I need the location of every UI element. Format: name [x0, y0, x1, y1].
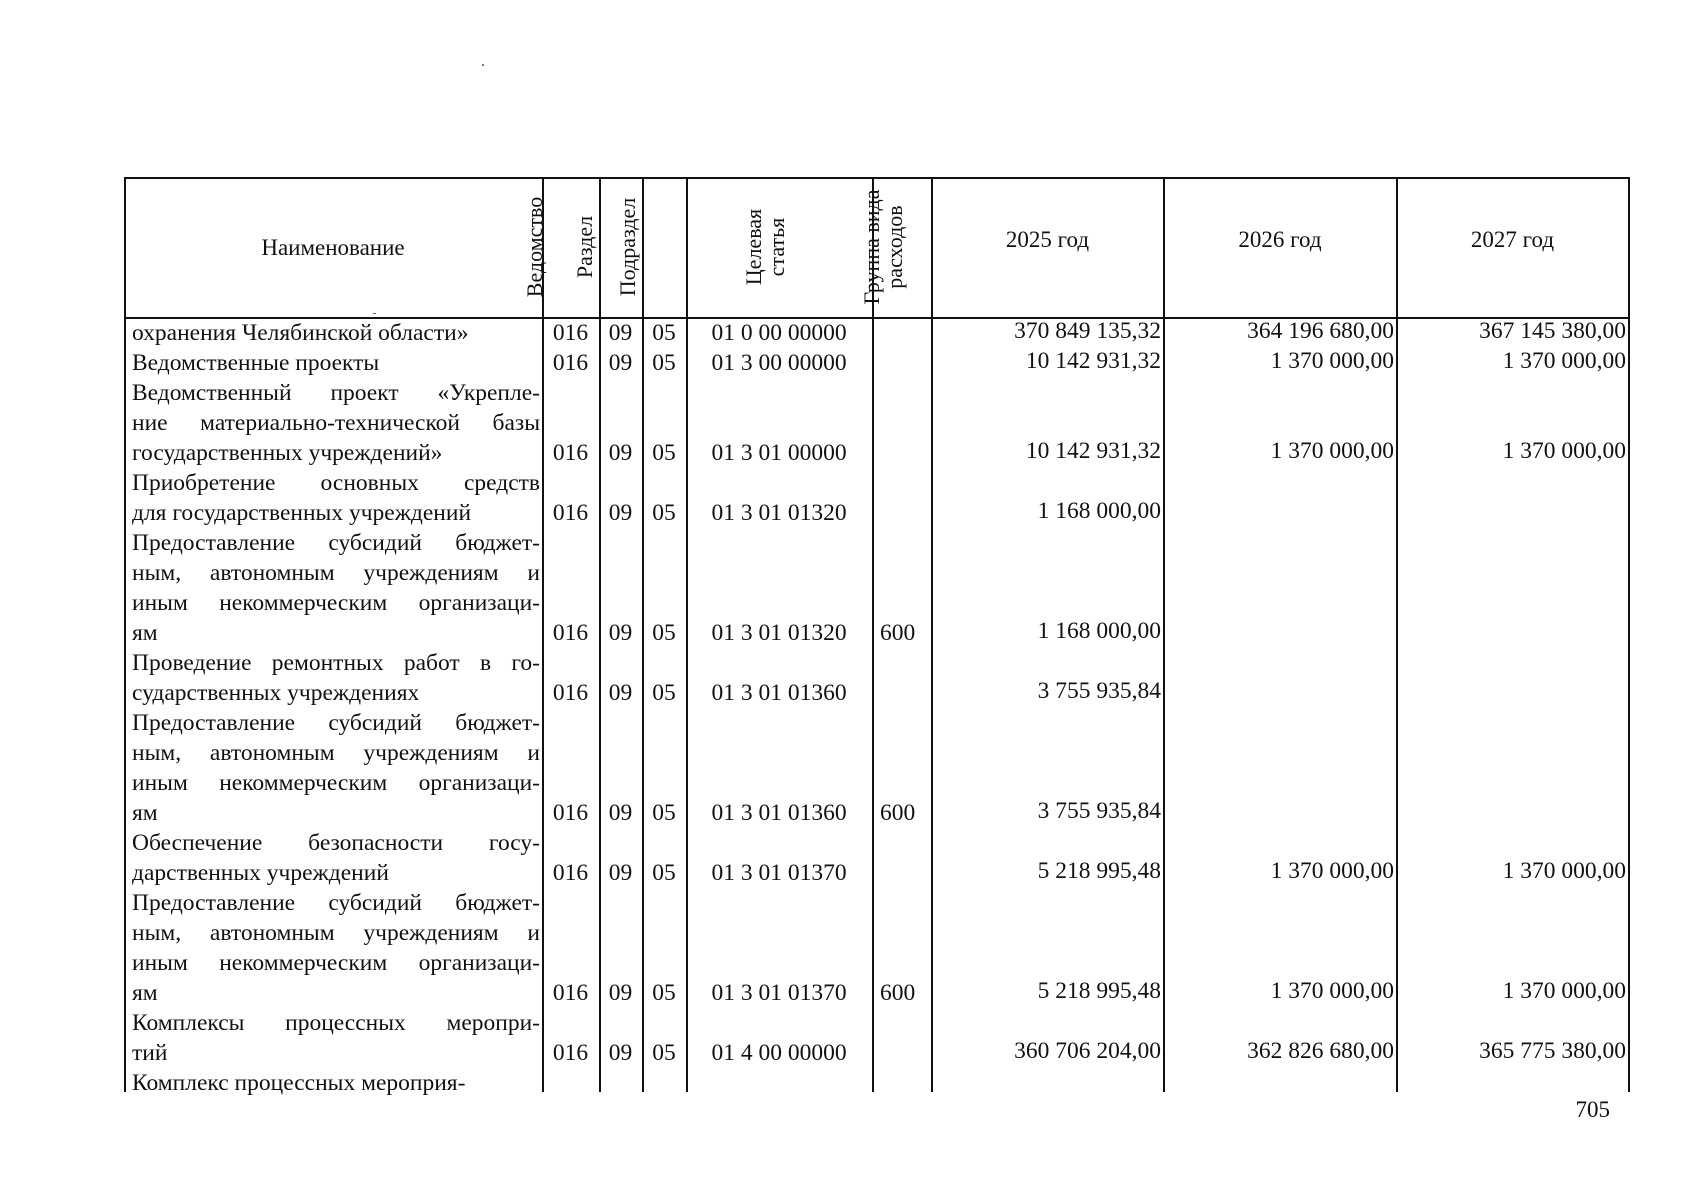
row-subsection: 05	[652, 500, 676, 526]
row-subsection: 05	[652, 350, 676, 376]
row-amount-2025: 3 755 935,84	[1037, 798, 1161, 824]
row-subsection: 05	[652, 800, 676, 826]
row-department: 016	[552, 800, 589, 826]
row-subsection: 05	[652, 1040, 676, 1066]
row-section: 09	[608, 860, 633, 886]
row-name-line: Предоставление субсидий бюджет-	[132, 530, 540, 556]
row-target-article: 01 3 01 01360	[711, 800, 847, 826]
row-section: 09	[608, 1040, 633, 1066]
row-amount-2025: 10 142 931,32	[1025, 438, 1161, 464]
row-amount-2026: 1 370 000,00	[1270, 438, 1394, 464]
row-amount-2025: 5 218 995,48	[1037, 858, 1161, 884]
row-name	[132, 828, 540, 888]
row-name	[132, 1068, 540, 1098]
row-name-line: Комплекс процессных мероприя-	[132, 1070, 466, 1096]
row-department: 016	[552, 980, 589, 1006]
row-target-article: 01 3 01 01320	[711, 500, 847, 526]
header-expense-group-line2: расходов	[882, 205, 907, 289]
row-amount-2027: 1 370 000,00	[1502, 978, 1626, 1004]
row-amount-2025: 1 168 000,00	[1037, 618, 1161, 644]
row-amount-2025: 10 142 931,32	[1025, 348, 1161, 374]
row-name	[132, 378, 540, 468]
row-amount-2026: 1 370 000,00	[1270, 978, 1394, 1004]
row-amount-2025: 370 849 135,32	[1014, 318, 1161, 344]
row-name	[132, 888, 540, 1008]
row-section: 09	[608, 620, 633, 646]
row-amount-2026: 364 196 680,00	[1247, 318, 1394, 344]
row-expense-group: 600	[880, 620, 916, 646]
row-name-line: Приобретение основных средств	[132, 470, 540, 496]
row-subsection: 05	[652, 620, 676, 646]
row-section: 09	[608, 440, 633, 466]
row-section: 09	[608, 320, 633, 346]
row-name-line: ям	[132, 800, 158, 826]
row-section: 09	[608, 980, 633, 1006]
row-name-line: Ведомственный проект «Укрепле-	[132, 380, 540, 406]
row-name-line: Обеспечение безопасности госу-	[132, 830, 540, 856]
row-name	[132, 1008, 540, 1068]
row-name-line: сударственных учреждениях	[132, 680, 420, 706]
row-name-line: ям	[132, 620, 158, 646]
header-year-2027: 2027 год	[1470, 226, 1555, 252]
row-subsection: 05	[652, 860, 676, 886]
row-amount-2026: 362 826 680,00	[1247, 1038, 1394, 1064]
row-name-line: для государственных учреждений	[132, 500, 472, 526]
row-department: 016	[552, 860, 589, 886]
row-amount-2027: 1 370 000,00	[1502, 858, 1626, 884]
row-amount-2025: 1 168 000,00	[1037, 498, 1161, 524]
row-name	[132, 318, 540, 348]
header-target-article-line2: статья	[764, 217, 789, 277]
row-amount-2025: 360 706 204,00	[1014, 1038, 1161, 1064]
row-name	[132, 708, 540, 828]
row-name	[132, 468, 540, 528]
row-department: 016	[552, 350, 589, 376]
row-section: 09	[608, 350, 633, 376]
row-name-line: государственных учреждений»	[132, 440, 443, 466]
row-name-line: дарственных учреждений	[132, 860, 389, 886]
row-section: 09	[608, 800, 633, 826]
row-name-line: ным, автономным учреждениям и	[132, 920, 540, 946]
row-target-article: 01 3 01 01370	[711, 860, 847, 886]
header-target-article-line1: Целевая	[741, 208, 766, 286]
row-expense-group: 600	[880, 980, 916, 1006]
row-name	[132, 648, 540, 708]
row-name-line: Ведомственные проекты	[132, 350, 380, 376]
row-target-article: 01 3 01 01320	[711, 620, 847, 646]
row-amount-2027: 367 145 380,00	[1479, 318, 1626, 344]
row-department: 016	[552, 500, 589, 526]
row-amount-2026: 1 370 000,00	[1270, 858, 1394, 884]
row-department: 016	[552, 620, 589, 646]
row-name-line: иным некоммерческим организаци-	[132, 590, 540, 616]
row-amount-2025: 3 755 935,84	[1037, 678, 1161, 704]
row-target-article: 01 4 00 00000	[711, 1040, 847, 1066]
row-amount-2027: 365 775 380,00	[1479, 1038, 1626, 1064]
row-department: 016	[552, 1040, 589, 1066]
row-amount-2027: 1 370 000,00	[1502, 348, 1626, 374]
row-target-article: 01 0 00 00000	[711, 320, 847, 346]
column-divider	[1396, 177, 1398, 1092]
row-section: 09	[608, 680, 633, 706]
row-name	[132, 528, 540, 648]
row-name-line: Предоставление субсидий бюджет-	[132, 710, 540, 736]
page-number: 705	[1575, 1097, 1610, 1122]
row-subsection: 05	[652, 980, 676, 1006]
header-expense-group	[860, 172, 906, 322]
row-subsection: 05	[652, 320, 676, 346]
row-name-line: иным некоммерческим организаци-	[132, 770, 540, 796]
header-subsection: Подраздел	[615, 197, 640, 297]
header-expense-group-line1: Группа вида	[859, 189, 884, 305]
row-name-line: охранения Челябинской области»	[132, 320, 469, 346]
row-expense-group: 600	[880, 800, 916, 826]
row-name-line: ям	[132, 980, 158, 1006]
row-name-line: тий	[132, 1040, 168, 1066]
row-section: 09	[608, 500, 633, 526]
header-department: Ведомство	[522, 196, 547, 298]
row-name	[132, 348, 540, 378]
row-name-line: Комплексы процессных меропри-	[132, 1010, 540, 1036]
row-name-line: ным, автономным учреждениям и	[132, 560, 540, 586]
scan-speck	[482, 64, 484, 66]
row-name-line: Предоставление субсидий бюджет-	[132, 890, 540, 916]
budget-table	[124, 177, 1630, 1096]
header-name: Наименование	[261, 234, 405, 260]
header-year-2026: 2026 год	[1238, 226, 1322, 252]
row-amount-2027: 1 370 000,00	[1502, 438, 1626, 464]
header-section: Раздел	[572, 215, 597, 279]
row-name-line: Проведение ремонтных работ в го-	[132, 650, 540, 676]
row-subsection: 05	[652, 440, 676, 466]
row-name-line: ние материально-технической базы	[132, 410, 540, 436]
row-amount-2026: 1 370 000,00	[1270, 348, 1394, 374]
table-border-right	[1628, 177, 1630, 1092]
row-target-article: 01 3 00 00000	[711, 350, 847, 376]
row-amount-2025: 5 218 995,48	[1037, 978, 1161, 1004]
row-subsection: 05	[652, 680, 676, 706]
row-name-line: ным, автономным учреждениям и	[132, 740, 540, 766]
row-department: 016	[552, 320, 589, 346]
row-target-article: 01 3 01 00000	[711, 440, 847, 466]
column-divider	[1163, 177, 1165, 1092]
row-department: 016	[552, 680, 589, 706]
row-department: 016	[552, 440, 589, 466]
header-year-2025: 2025 год	[1005, 226, 1090, 252]
row-name-line: иным некоммерческим организаци-	[132, 950, 540, 976]
row-target-article: 01 3 01 01360	[711, 680, 847, 706]
header-target-article	[742, 177, 788, 317]
row-target-article: 01 3 01 01370	[711, 980, 847, 1006]
